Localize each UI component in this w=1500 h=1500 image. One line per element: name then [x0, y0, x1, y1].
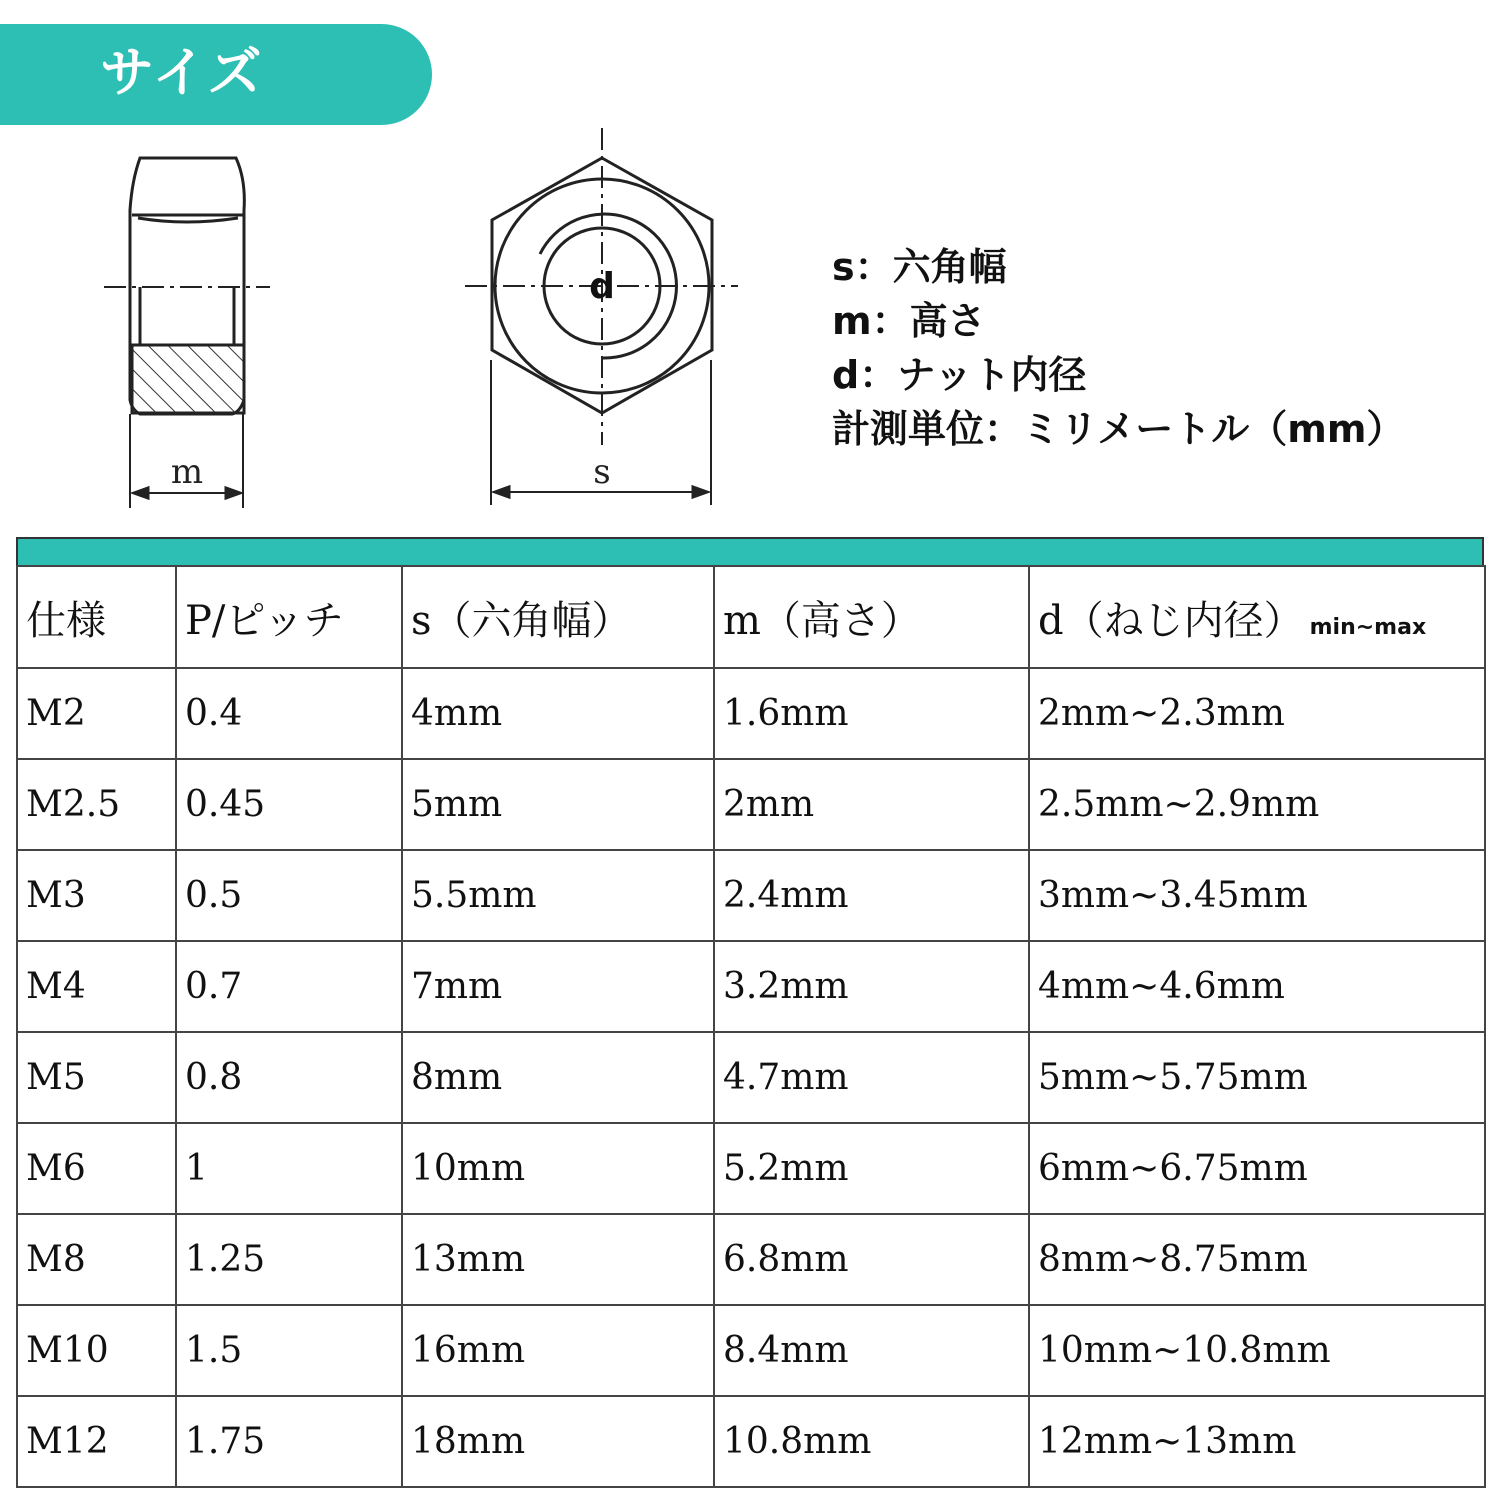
table-row — [17, 759, 1485, 850]
header-min-max: min~max — [1309, 614, 1427, 640]
cell-hex-width: 13mm — [402, 1214, 714, 1305]
table-row — [17, 1032, 1485, 1123]
table-row — [17, 668, 1485, 759]
cell-spec: M6 — [17, 1123, 176, 1214]
cell-spec: M2 — [17, 668, 176, 759]
legend-item-d: d：ナット内径 — [832, 353, 1087, 397]
cell-hex-width: 8mm — [402, 1032, 714, 1123]
cell-inner-diameter: 12mm~13mm — [1029, 1396, 1485, 1487]
cell-inner-diameter: 2.5mm~2.9mm — [1029, 759, 1485, 850]
cell-pitch: 0.4 — [176, 668, 402, 759]
legend-item-unit: 計測単位：ミリメートル（mm） — [832, 407, 1405, 451]
cell-inner-diameter: 6mm~6.75mm — [1029, 1123, 1485, 1214]
table-row — [17, 1123, 1485, 1214]
header-pitch: P/ピッチ — [176, 566, 402, 668]
cell-height: 4.7mm — [714, 1032, 1029, 1123]
cell-height: 2.4mm — [714, 850, 1029, 941]
cell-pitch: 1.25 — [176, 1214, 402, 1305]
cell-pitch: 0.45 — [176, 759, 402, 850]
header-height: m（高さ） — [714, 566, 1029, 668]
table-row — [17, 1396, 1485, 1487]
header-inner-diameter — [1029, 566, 1485, 668]
cell-inner-diameter: 8mm~8.75mm — [1029, 1214, 1485, 1305]
cell-height: 3.2mm — [714, 941, 1029, 1032]
cell-spec: M5 — [17, 1032, 176, 1123]
header-inner-diameter-label: d（ねじ内径） — [1038, 597, 1304, 644]
table-row — [17, 850, 1485, 941]
header-hex-width: s（六角幅） — [402, 566, 714, 668]
cell-hex-width: 5.5mm — [402, 850, 714, 941]
cell-spec: M12 — [17, 1396, 176, 1487]
cell-hex-width: 5mm — [402, 759, 714, 850]
table-accent-bar — [16, 537, 1484, 565]
cell-height: 8.4mm — [714, 1305, 1029, 1396]
cell-inner-diameter: 3mm~3.45mm — [1029, 850, 1485, 941]
cell-pitch: 0.7 — [176, 941, 402, 1032]
cell-pitch: 0.5 — [176, 850, 402, 941]
cell-inner-diameter: 2mm~2.3mm — [1029, 668, 1485, 759]
size-table — [16, 537, 1484, 1488]
cell-inner-diameter: 4mm~4.6mm — [1029, 941, 1485, 1032]
d-dimension-label: d — [589, 266, 615, 307]
cell-height: 10.8mm — [714, 1396, 1029, 1487]
cell-pitch: 1.75 — [176, 1396, 402, 1487]
cell-spec: M2.5 — [17, 759, 176, 850]
cell-inner-diameter: 5mm~5.75mm — [1029, 1032, 1485, 1123]
cell-height: 2mm — [714, 759, 1029, 850]
cell-height: 6.8mm — [714, 1214, 1029, 1305]
table-row — [17, 941, 1485, 1032]
section-tag — [0, 24, 432, 125]
table-row — [17, 1214, 1485, 1305]
section-title: サイズ — [100, 41, 264, 104]
table-header-row — [17, 566, 1485, 668]
cell-pitch: 0.8 — [176, 1032, 402, 1123]
cell-spec: M8 — [17, 1214, 176, 1305]
cell-spec: M3 — [17, 850, 176, 941]
front-view — [465, 128, 738, 505]
cell-pitch: 1 — [176, 1123, 402, 1214]
dimension-legend — [832, 240, 1404, 456]
s-dimension-label: s — [593, 452, 611, 492]
legend-item-m: m：高さ — [832, 299, 986, 343]
legend-item-s: s：六角幅 — [832, 245, 1007, 289]
cell-hex-width: 16mm — [402, 1305, 714, 1396]
cell-hex-width: 4mm — [402, 668, 714, 759]
header-spec: 仕様 — [17, 566, 176, 668]
m-dimension-label: m — [170, 452, 204, 492]
cell-hex-width: 7mm — [402, 941, 714, 1032]
cell-height: 1.6mm — [714, 668, 1029, 759]
cell-pitch: 1.5 — [176, 1305, 402, 1396]
cell-hex-width: 18mm — [402, 1396, 714, 1487]
cell-spec: M4 — [17, 941, 176, 1032]
cell-spec: M10 — [17, 1305, 176, 1396]
cell-hex-width: 10mm — [402, 1123, 714, 1214]
table-row — [17, 1305, 1485, 1396]
hex-nut-diagram — [0, 120, 820, 520]
cell-height: 5.2mm — [714, 1123, 1029, 1214]
cell-inner-diameter: 10mm~10.8mm — [1029, 1305, 1485, 1396]
